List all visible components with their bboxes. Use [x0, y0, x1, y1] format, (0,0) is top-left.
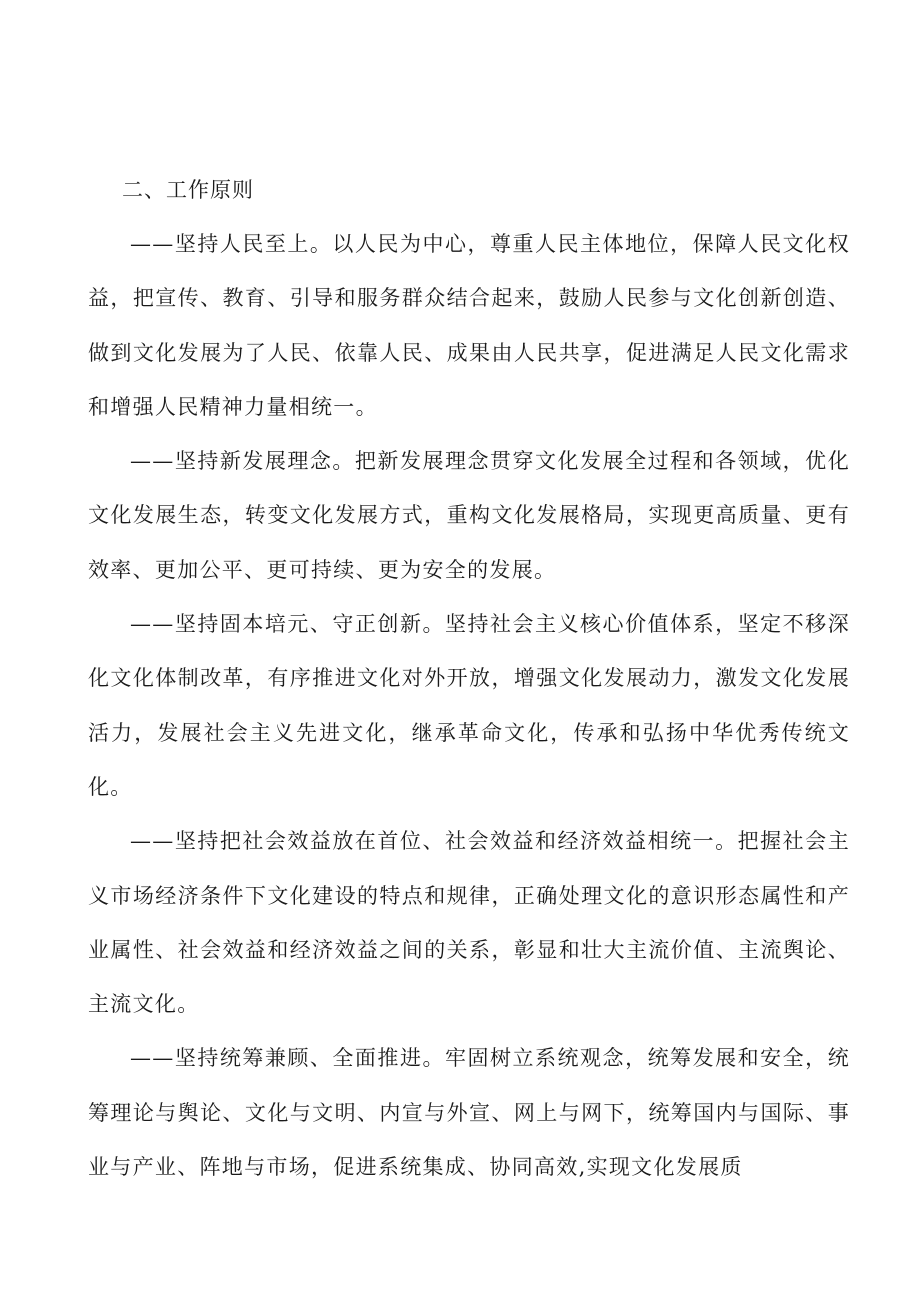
- principle-paragraph-people-first: ——坚持人民至上。以人民为中心，尊重人民主体地位，保障人民文化权益，把宣传、教育、引导和服务群众结合起来，鼓励人民参与文化创新创造、做到文化发展为了人民、依靠人民、成果由人民共享，促进满足人民文化需求和增强人民精神力量相统一。: [88, 232, 850, 419]
- section-heading: 二、工作原则: [122, 178, 254, 202]
- principle-paragraph-innovation: ——坚持固本培元、守正创新。坚持社会主义核心价值体系，坚定不移深化文化体制改革，有序推进文化对外开放，增强文化发展动力，激发文化发展活力，发展社会主义先进文化，继承革命文化，传承和弘扬中华优秀传统文化。: [88, 612, 850, 799]
- principle-paragraph-social-benefit: ——坚持把社会效益放在首位、社会效益和经济效益相统一。把握社会主义市场经济条件下文化建设的特点和规律，正确处理文化的意识形态属性和产业属性、社会效益和经济效益之间的关系，彰显和壮大主流价值、主流舆论、主流文化。: [88, 829, 850, 1017]
- principle-paragraph-new-development: ——坚持新发展理念。把新发展理念贯穿文化发展全过程和各领域，优化文化发展生态，转变文化发展方式，重构文化发展格局，实现更高质量、更有效率、更加公平、更可持续、更为安全的发展。: [88, 449, 850, 582]
- principle-paragraph-overall-planning: ——坚持统筹兼顾、全面推进。牢固树立系统观念，统筹发展和安全，统筹理论与舆论、文化与文明、内宣与外宣、网上与网下，统筹国内与国际、事业与产业、阵地与市场，促进系统集成、协同高效,实现文化发展质: [88, 1046, 850, 1180]
- document-body: [88, 163, 850, 1194]
